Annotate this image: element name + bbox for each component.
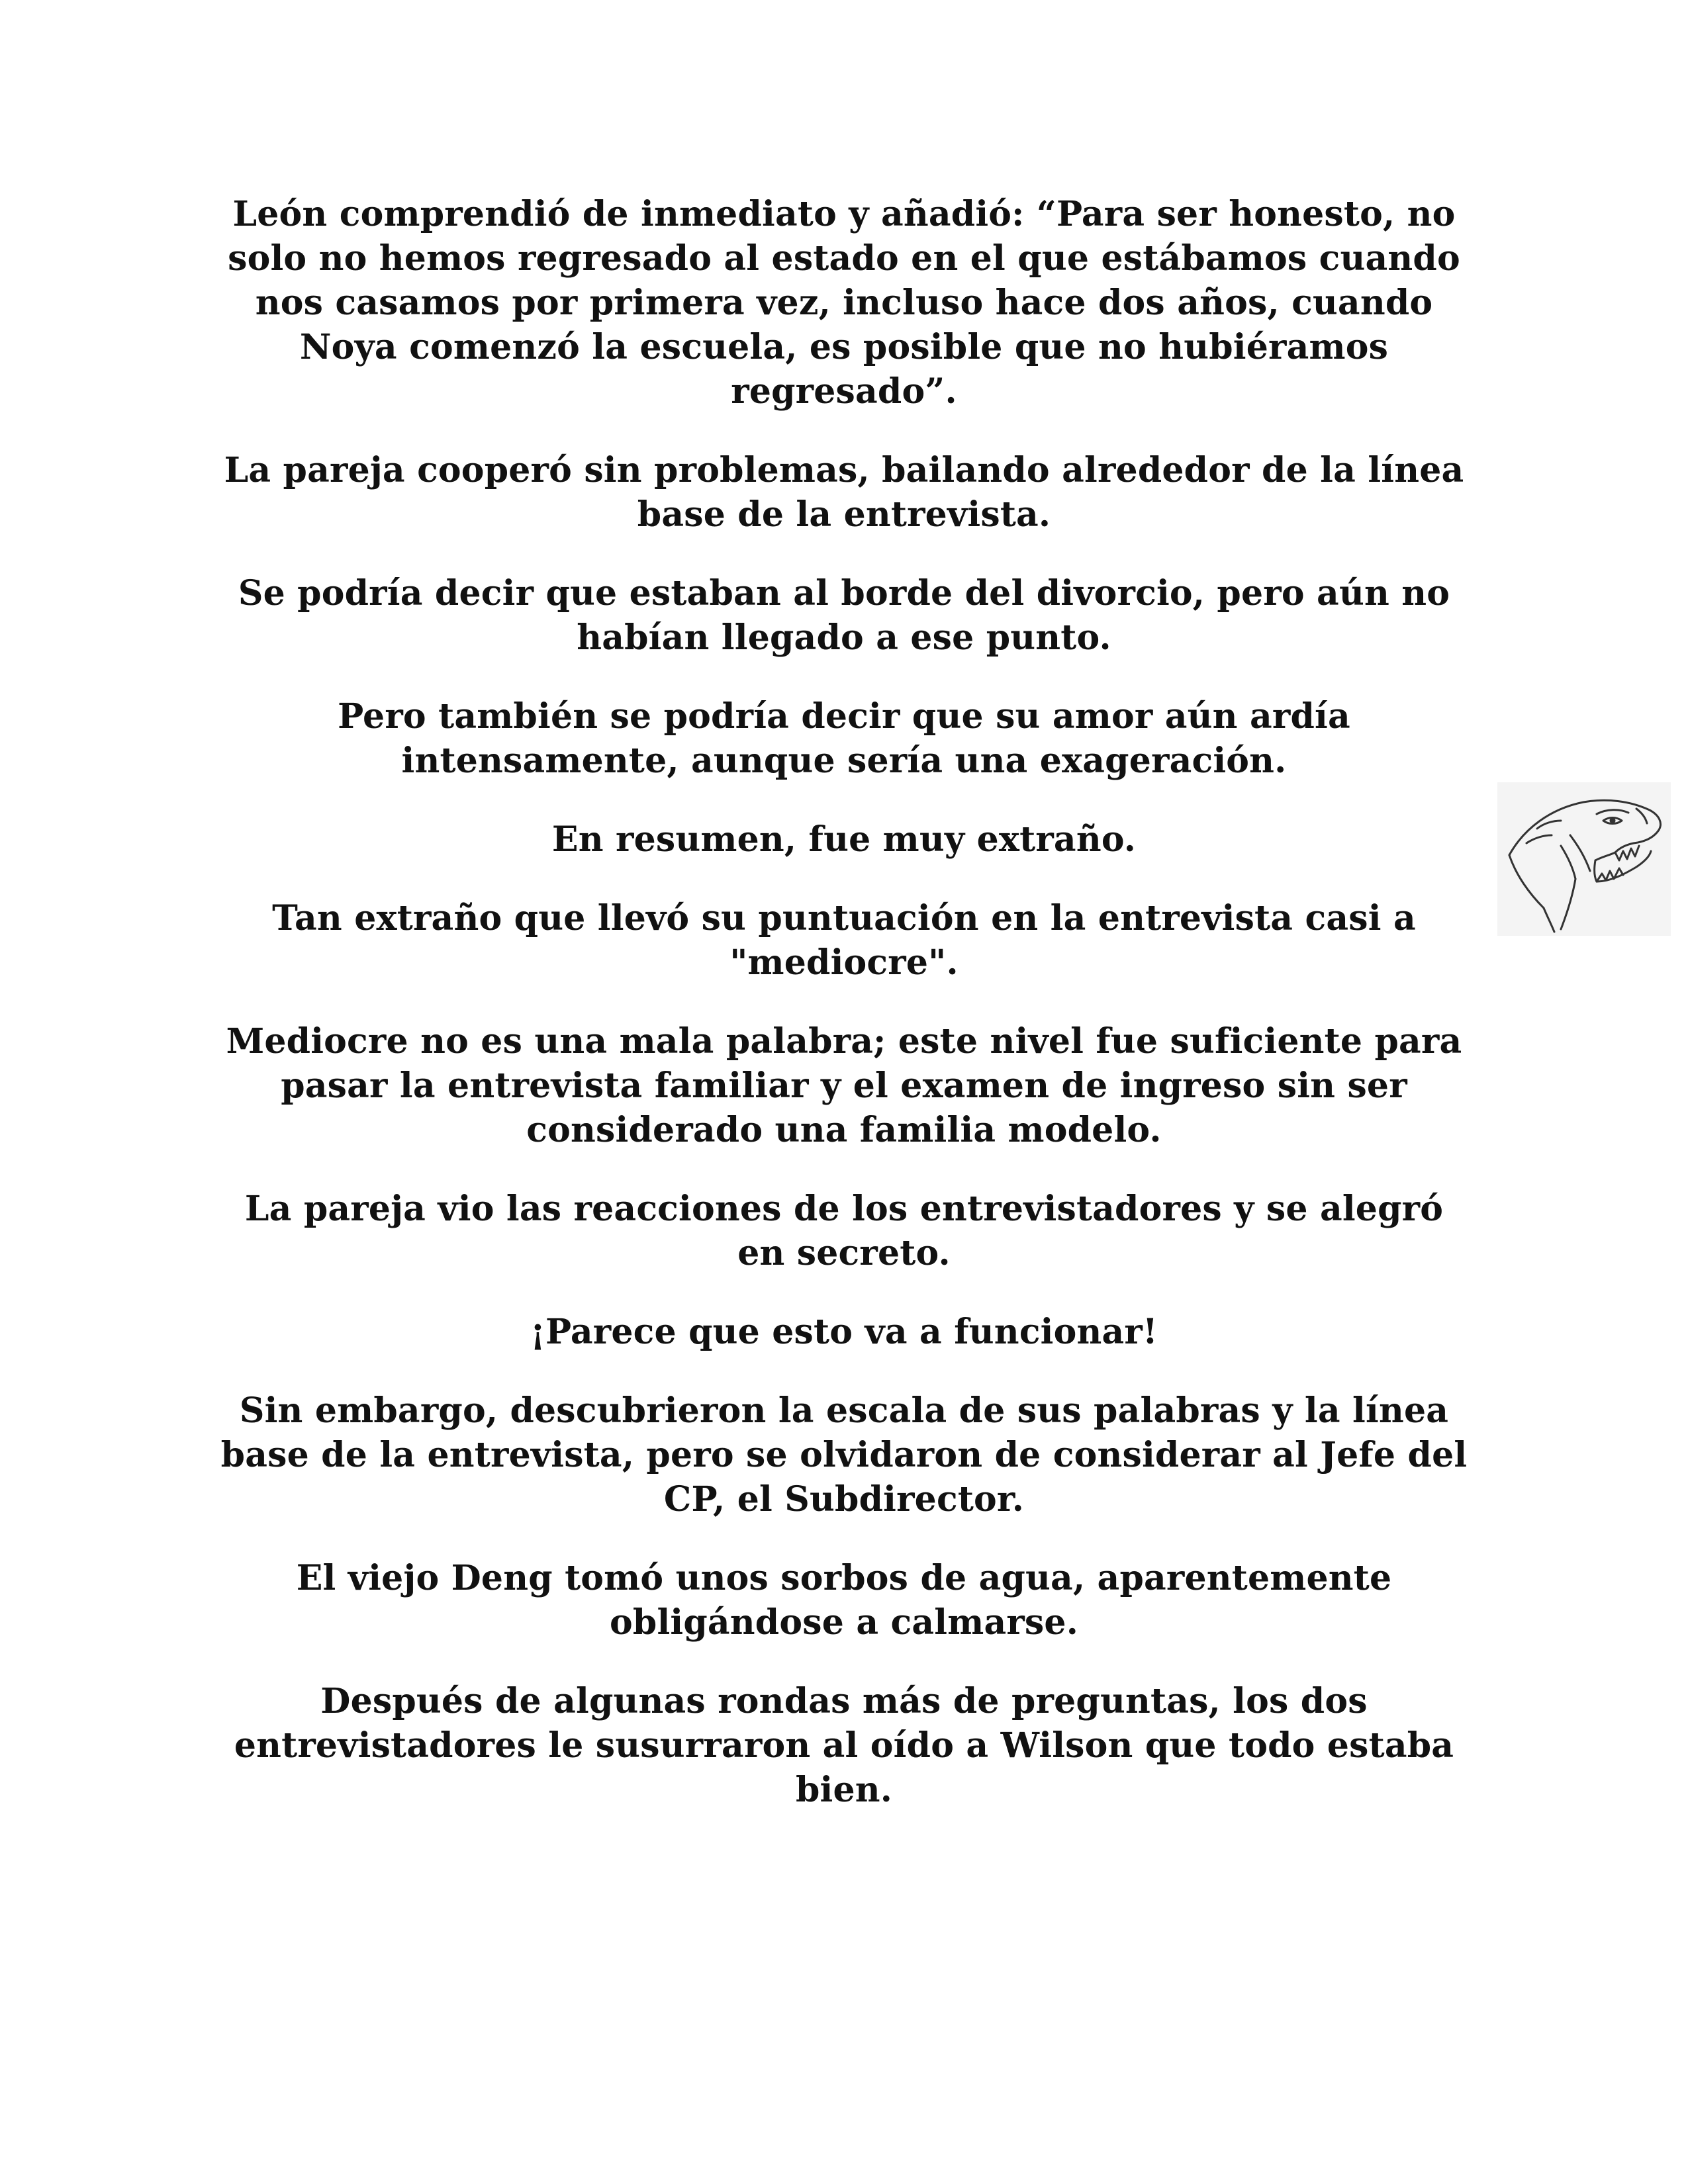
- body-text: [218, 192, 1470, 1846]
- paragraph-10: Sin embargo, descubrieron la escala de sus palabras y la línea base de la entrevista, pero se olvidaron de considerar al Jefe del CP, el Subdirector.: [220, 1390, 1468, 1520]
- paragraph-3: Se podría decir que estaban al borde del divorcio, pero aún no habían llegado a ese punto.: [238, 573, 1450, 658]
- paragraph-12: Después de algunas rondas más de preguntas, los dos entrevistadores le susurraron al oído a Wilson que todo estaba bien.: [234, 1681, 1454, 1810]
- dinosaur-head-icon: [1497, 782, 1671, 936]
- paragraph-7: Mediocre no es una mala palabra; este nivel fue suficiente para pasar la entrevista familiar y el examen de ingreso sin ser considerado una familia modelo.: [226, 1021, 1462, 1150]
- paragraph-1: León comprendió de inmediato y añadió: “Para ser honesto, no solo no hemos regresado al estado en el que estábamos cuando nos casamos por primera vez, incluso hace dos años, cuando Noya comenzó la escuela, es posible que no hubiéramos regresado”.: [228, 194, 1460, 412]
- paragraph-6: Tan extraño que llevó su puntuación en la entrevista casi a "mediocre".: [272, 898, 1416, 983]
- paragraph-11: El viejo Deng tomó unos sorbos de agua, aparentemente obligándose a calmarse.: [296, 1558, 1392, 1643]
- paragraph-5: En resumen, fue muy extraño.: [551, 819, 1137, 860]
- paragraph-4: Pero también se podría decir que su amor aún ardía intensamente, aunque sería una exageración.: [338, 696, 1350, 781]
- paragraph-8: La pareja vio las reacciones de los entrevistadores y se alegró en secreto.: [244, 1189, 1444, 1273]
- paragraph-2: La pareja cooperó sin problemas, bailando alrededor de la línea base de la entrevista.: [224, 450, 1464, 535]
- paragraph-9: ¡Parece que esto va a funcionar!: [530, 1312, 1158, 1352]
